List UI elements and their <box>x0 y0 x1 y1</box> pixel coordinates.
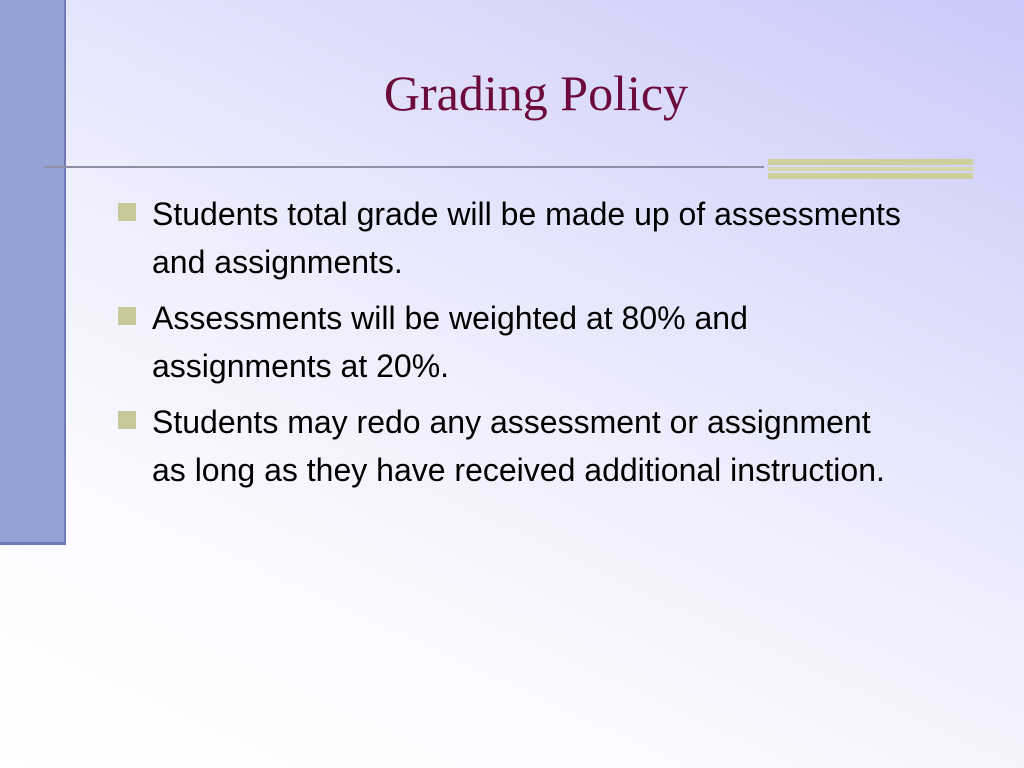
accent-stripe <box>768 159 973 165</box>
bullet-item <box>112 294 912 390</box>
accent-stripe <box>768 173 973 179</box>
bullet-item <box>112 190 912 286</box>
title-divider <box>44 166 764 168</box>
bullet-text: Students may redo any assessment or assignment as long as they have received additional instruction. <box>152 404 885 488</box>
bullet-text: Assessments will be weighted at 80% and assignments at 20%. <box>152 300 748 384</box>
accent-stripe <box>768 167 973 171</box>
left-accent-bar <box>0 0 66 545</box>
square-bullet-icon <box>118 411 136 429</box>
square-bullet-icon <box>118 203 136 221</box>
slide-title: Grading Policy <box>383 65 689 121</box>
accent-stripes <box>768 159 973 179</box>
bullet-text: Students total grade will be made up of assessments and assignments. <box>152 196 901 280</box>
square-bullet-icon <box>118 307 136 325</box>
bullet-list <box>112 190 912 502</box>
bullet-item <box>112 398 912 494</box>
